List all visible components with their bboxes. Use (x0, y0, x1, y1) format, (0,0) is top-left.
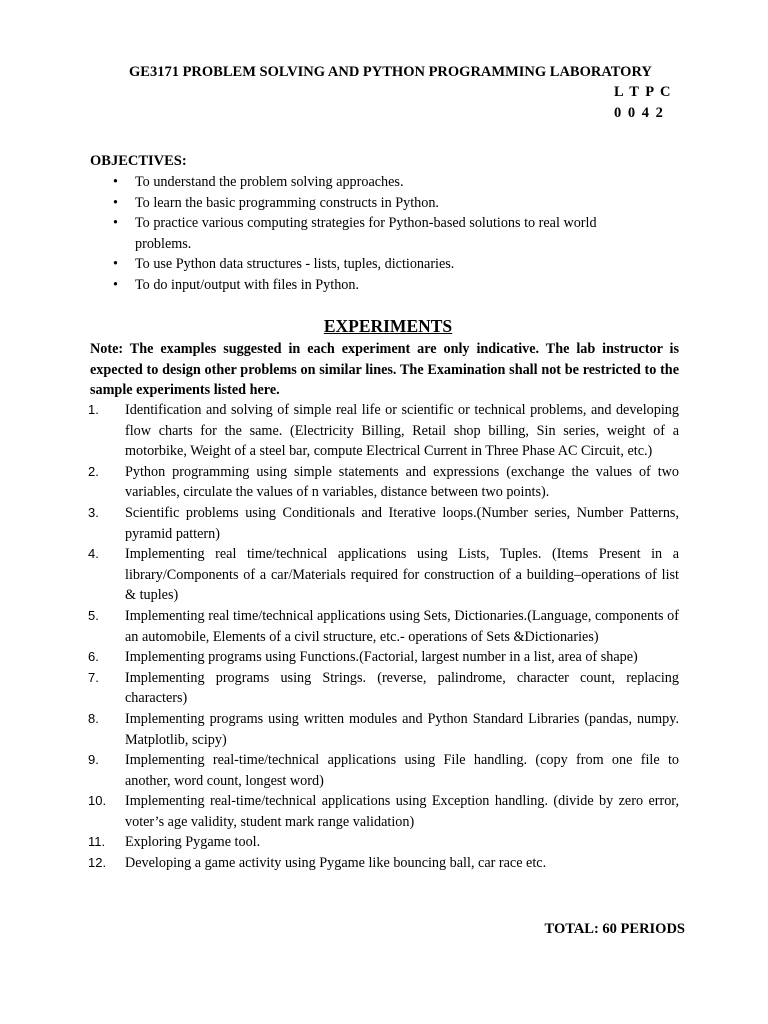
experiment-text: Implementing programs using written modules and Python Standard Libraries (pandas, numpy. Matplotlib, scipy) (125, 710, 679, 748)
experiment-item (88, 750, 679, 791)
experiment-number: 6. (88, 649, 99, 665)
experiment-item (88, 791, 679, 832)
objective-item: • To learn the basic programming constructs in Python. (107, 193, 647, 214)
experiment-text: Implementing real-time/technical applications using File handling. (copy from one file to another, word count, longest word) (125, 752, 679, 789)
experiment-number: 9. (88, 752, 99, 768)
experiments-note: Note: The examples suggested in each experiment are only indicative. The lab instructor is expected to design other problems on similar lines. The Examination shall not be restricted to the sample experiments listed here. (90, 341, 679, 399)
objectives-list (107, 172, 647, 296)
experiment-number: 12. (88, 855, 107, 871)
experiment-item (88, 853, 679, 874)
experiment-number: 1. (88, 402, 99, 417)
experiment-text: Python programming using simple statements and expressions (exchange the values of two variables, circulate the values of n variables, distance between two points). (125, 463, 679, 501)
experiment-text: Exploring Pygame tool. (125, 834, 261, 851)
experiment-item (88, 544, 679, 606)
experiment-number: 5. (88, 607, 99, 623)
course-title: GE3171 PROBLEM SOLVING AND PYTHON PROGRAMMING LABORATORY (129, 64, 652, 80)
experiment-number: 2. (88, 463, 99, 479)
experiment-item (88, 503, 679, 544)
experiment-text: Implementing programs using Functions.(Factorial, largest number in a list, area of shape) (125, 649, 638, 666)
experiment-number: 8. (88, 710, 99, 726)
objective-item: • To use Python data structures - lists, tuples, dictionaries. (107, 254, 647, 275)
experiment-number: 7. (88, 669, 99, 685)
experiments-heading: EXPERIMENTS (323, 316, 453, 336)
experiment-item (88, 832, 679, 853)
total-periods: TOTAL: 60 PERIODS (544, 921, 685, 937)
experiment-number: 11. (88, 834, 106, 850)
objective-item: • To understand the problem solving approaches. (107, 172, 647, 193)
experiment-item (88, 647, 679, 668)
experiment-text: Identification and solving of simple real life or scientific or technical problems, and developing flow charts for the same. (Electricity Billing, Retail shop billing, Sin series, weight of a motorbike, Weight of a steel bar, compute Electrical Current in Three Phase AC Circuit, etc.) (125, 402, 679, 460)
experiment-item (88, 400, 679, 462)
experiments-list (88, 400, 679, 874)
experiment-text: Implementing real time/technical applications using Lists, Tuples. (Items Present in a library/Components of a car/Materials required for construction of a building–operations of list & tuples) (125, 546, 679, 604)
experiment-item (88, 606, 679, 647)
experiment-number: 10. (88, 793, 107, 809)
objective-item: • To practice various computing strategies for Python-based solutions to real world problems. (107, 213, 647, 254)
experiment-text: Implementing programs using Strings. (reverse, palindrome, character count, replacing characters) (125, 669, 679, 707)
experiment-number: 3. (88, 504, 99, 520)
ltpc-header: L T P C (614, 84, 672, 100)
experiment-item (88, 462, 679, 503)
experiment-number: 4. (88, 546, 99, 562)
objective-item: • To do input/output with files in Python. (107, 275, 647, 296)
experiment-text: Implementing real time/technical applications using Sets, Dictionaries.(Language, components of an automobile, Elements of a civil structure, etc.- operations of Sets &Dictionaries) (125, 607, 679, 645)
experiment-item (88, 668, 679, 709)
experiment-text: Developing a game activity using Pygame like bouncing ball, car race etc. (125, 855, 547, 872)
experiment-text: Scientific problems using Conditionals and Iterative loops.(Number series, Number Patterns, pyramid pattern) (125, 504, 679, 542)
ltpc-values: 0 0 4 2 (614, 105, 665, 121)
experiment-item (88, 709, 679, 750)
experiment-text: Implementing real-time/technical applications using Exception handling. (divide by zero error, voter’s age validity, student mark range validation) (125, 793, 679, 830)
objectives-heading: OBJECTIVES: (90, 153, 187, 169)
ltpc-block (614, 82, 672, 124)
